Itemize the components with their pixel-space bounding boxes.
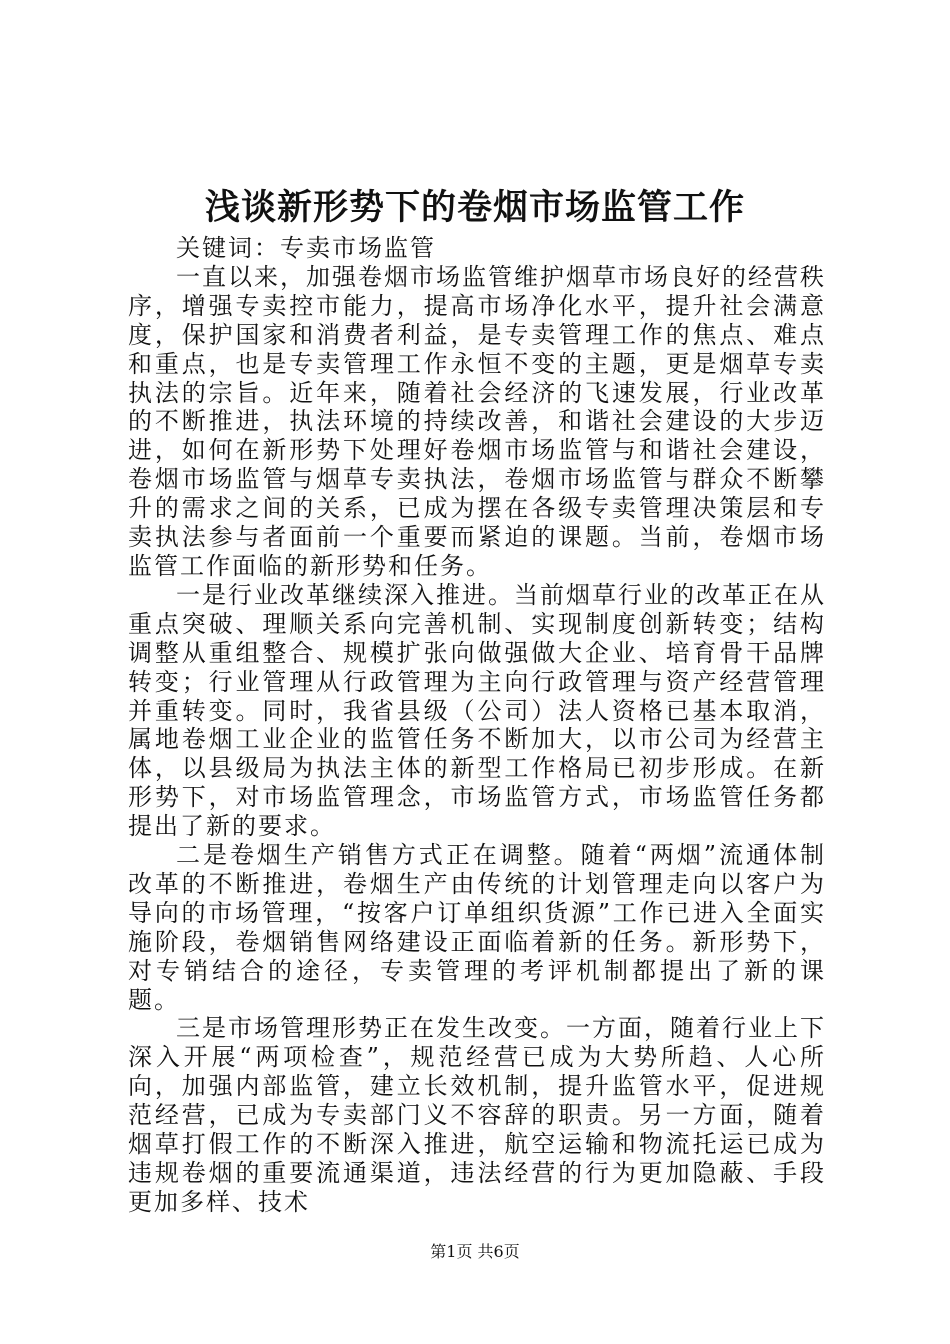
paragraph-production-sales: 二是卷烟生产销售方式正在调整。随着“两烟”流通体制改革的不断推进，卷烟生产由传统的计划管理走向以客户为导向的市场管理，“按客户订单组织货源”工作已进入全面实施阶段，卷烟销售网络建设正面临着新的任务。新形势下，对专销结合的途径，专卖管理的考评机制都提出了新的课题。	[128, 841, 826, 1014]
document-title: 浅谈新形势下的卷烟市场监管工作	[204, 187, 745, 228]
page-number-footer: 第1页 共6页	[430, 1242, 520, 1261]
paragraph-market-management: 三是市场管理形势正在发生改变。一方面，随着行业上下深入开展“两项检查”，规范经营已成为大势所趋、人心所向，加强内部监管，建立长效机制，提升监管水平，促进规范经营，已成为专卖部门义不容辞的职责。另一方面，随着烟草打假工作的不断深入推进，航空运输和物流托运已成为违规卷烟的重要流通渠道，违法经营的行为更加隐蔽、手段更加多样、技术	[128, 1014, 826, 1216]
keywords-line: 关键词：专卖市场监管	[176, 234, 436, 262]
document-body	[128, 234, 826, 1217]
paragraph-industry-reform: 一是行业改革继续深入推进。当前烟草行业的改革正在从重点突破、理顺关系向完善机制、实现制度创新转变；结构调整从重组整合、规模扩张向做强做大企业、培育骨干品牌转变；行业管理从行政管理为主向行政管理与资产经营管理并重转变。同时，我省县级（公司）法人资格已基本取消，属地卷烟工业企业的监管任务不断加大，以市公司为经营主体，以县级局为执法主体的新型工作格局已初步形成。在新形势下，对市场监管理念，市场监管方式，市场监管任务都提出了新的要求。	[128, 580, 826, 841]
paragraph-intro: 一直以来，加强卷烟市场监管维护烟草市场良好的经营秩序，增强专卖控市能力，提高市场净化水平，提升社会满意度，保护国家和消费者利益，是专卖管理工作的焦点、难点和重点，也是专卖管理工作永恒不变的主题，更是烟草专卖执法的宗旨。近年来，随着社会经济的飞速发展，行业改革的不断推进，执法环境的持续改善，和谐社会建设的大步迈进，如何在新形势下处理好卷烟市场监管与和谐社会建设，卷烟市场监管与烟草专卖执法，卷烟市场监管与群众不断攀升的需求之间的关系，已成为摆在各级专卖管理决策层和专卖执法参与者面前一个重要而紧迫的课题。当前，卷烟市场监管工作面临的新形势和任务。	[128, 262, 826, 580]
